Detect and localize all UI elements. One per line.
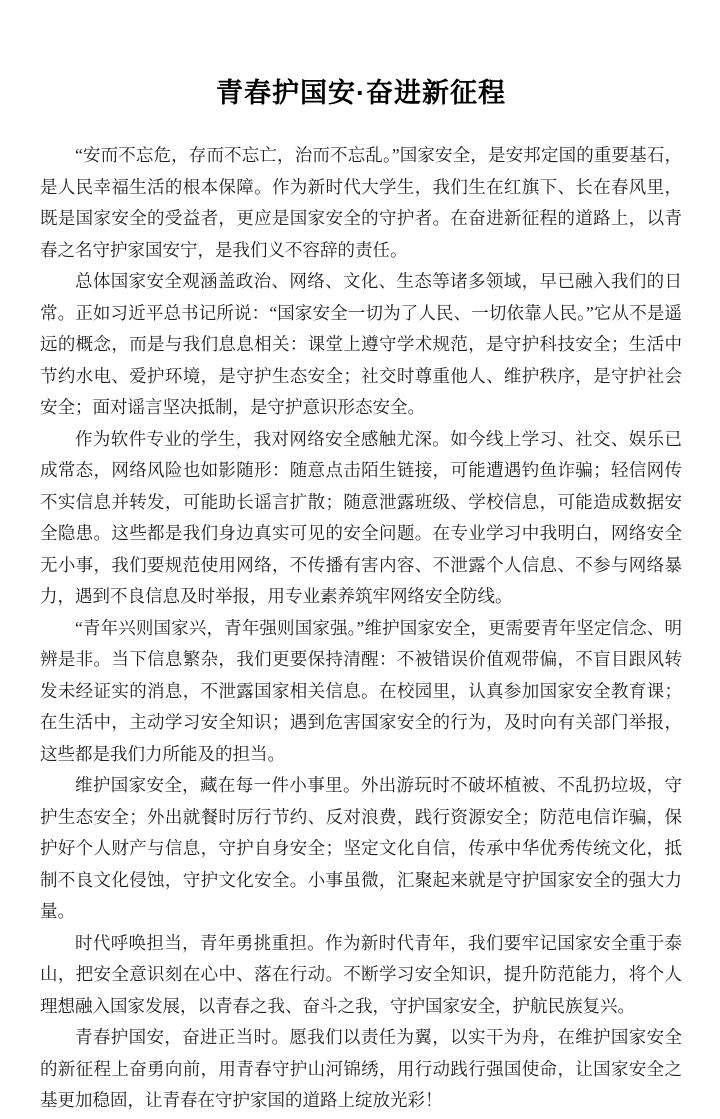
paragraph: 维护国家安全，藏在每一件小事里。外出游玩时不破坏植被、不乱扔垃圾，守护生态安全；外出就餐时厉行节约、反对浪费，践行资源安全；防范电信诈骗，保护好个人财产与信息，守护自身安全；坚定文化自信，传承中华优秀传统文化，抵制不良文化侵蚀，守护文化安全。小事虽微，汇聚起来就是守护国家安全的强大力量。 — [40, 775, 682, 921]
paragraph: 作为软件专业的学生，我对网络安全感触尤深。如今线上学习、社交、娱乐已成常态，网络风险也如影随形：随意点击陌生链接，可能遭遇钓鱼诈骗；轻信网传不实信息并转发，可能助长谣言扩散；随意泄露班级、学校信息，可能造成数据安全隐患。这些都是我们身边真实可见的安全问题。在专业学习中我明白，网络安全无小事，我们要规范使用网络，不传播有害内容、不泄露个人信息、不参与网络暴力，遇到不良信息及时举报，用专业素养筑牢网络安全防线。 — [40, 428, 682, 606]
paragraph: “青年兴则国家兴，青年强则国家强。”维护国家安全，更需要青年坚定信念、明辨是非。当下信息繁杂，我们更要保持清醒：不被错误价值观带偏，不盲目跟风转发未经证实的消息，不泄露国家相关信息。在校园里，认真参加国家安全教育课；在生活中，主动学习安全知识；遇到危害国家安全的行为，及时向有关部门举报，这些都是我们力所能及的担当。 — [40, 617, 682, 764]
paragraph: 总体国家安全观涵盖政治、网络、文化、生态等诸多领域，早已融入我们的日常。正如习近平总书记所说：“国家安全一切为了人民、一切依靠人民。”它从不是遥远的概念，而是与我们息息相关：课堂上遵守学术规范，是守护科技安全；生活中节约水电、爱护环境，是守护生态安全；社交时尊重他人、维护秩序，是守护社会安全；面对谣言坚决抵制，是守护意识形态安全。 — [40, 271, 682, 417]
paragraph: 青春护国安，奋进正当时。愿我们以责任为翼，以实干为舟，在维护国家安全的新征程上奋勇向前，用青春守护山河锦绣，用行动践行强国使命，让国家安全之基更加稳固，让青春在守护家国的道路上绽放光彩！ — [40, 1027, 682, 1110]
document-title: 青春护国安·奋进新征程 — [216, 78, 506, 108]
paragraph: “安而不忘危，存而不忘亡，治而不忘乱。”国家安全，是安邦定国的重要基石，是人民幸福生活的根本保障。作为新时代大学生，我们生在红旗下、长在春风里，既是国家安全的受益者，更应是国家安全的守护者。在奋进新征程的道路上，以青春之名守护家国安宁，是我们义不容辞的责任。 — [40, 145, 682, 260]
document-body — [40, 140, 682, 1117]
paragraph: 时代呼唤担当，青年勇挑重担。作为新时代青年，我们要牢记国家安全重于泰山，把安全意识刻在心中、落在行动。不断学习安全知识，提升防范能力，将个人理想融入国家发展，以青春之我、奋斗之我，守护国家安全，护航民族复兴。 — [40, 932, 682, 1016]
